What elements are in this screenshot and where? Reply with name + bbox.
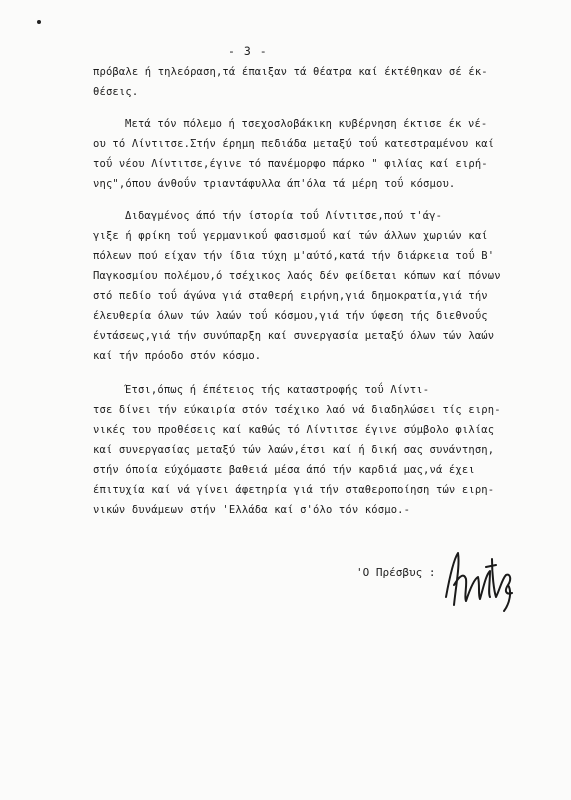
text-line: νικών δυνάμεων στήν 'Ελλάδα καί σ'όλο τόν κόσμο.-: [93, 504, 411, 516]
text-line: στό πεδίο τοΰ άγώνα γιά σταθερή ειρήνη,γιά δημοκρατία,γιά τήν: [93, 290, 488, 302]
text-line: έλευθερία όλων τών λαών τοΰ κόσμου,γιά τήν ύφεση τής διεθνοΰς: [93, 310, 488, 322]
handwritten-signature: [440, 545, 520, 615]
text-line: έπιτυχία καί νά γίνει άφετηρία γιά τήν σταθεροποίηση τών ειρη-: [93, 484, 495, 496]
text-line: τοΰ νέου Λίντιτσε,έγινε τό πανέμορφο πάρκο " φιλίας καί ειρή-: [93, 158, 488, 170]
ink-speck: [37, 20, 41, 24]
text-line: πρόβαλε ή τηλεόραση,τά έπαιξαν τά θέατρα καί έκτέθηκαν σέ έκ-: [93, 66, 488, 78]
text-line: πόλεων πού είχαν τήν ίδια τύχη μ'αύτό,κατά τήν διάρκεια τοΰ Β': [93, 250, 495, 262]
page-number: - 3 -: [228, 44, 268, 58]
text-line: θέσεις.: [93, 86, 139, 98]
text-line: γιξε ή φρίκη τοΰ γερμανικοΰ φασισμοΰ καί τών άλλων χωριών καί: [93, 230, 488, 242]
text-line: Μετά τόν πόλεμο ή τσεχοσλοβάκικη κυβέρνηση έκτισε έκ νέ-: [125, 118, 488, 130]
text-line: Παγκοσμίου πολέμου,ό τσέχικος λαός δέν φείδεται κόπων καί πόνων: [93, 270, 501, 282]
text-line: νικές του προθέσεις καί καθώς τό Λίντιτσε έγινε σύμβολο φιλίας: [93, 424, 495, 436]
text-line: Έτσι,όπως ή έπέτειος τής καταστροφής τοΰ Λίντι-: [125, 384, 430, 396]
text-line: στήν όποία εύχόμαστε βαθειά μέσα άπό τήν καρδιά μας,νά έχει: [93, 464, 475, 476]
text-line: νης",όπου άνθοΰν τριαντάφυλλα άπ'όλα τά μέρη τοΰ κόσμου.: [93, 178, 456, 190]
text-line: καί τήν πρόοδο στόν κόσμο.: [93, 350, 262, 362]
text-line: Διδαγμένος άπό τήν ίστορία τοΰ Λίντιτσε,πού τ'άγ-: [125, 210, 443, 222]
text-line: τσε δίνει τήν εύκαιρία στόν τσέχικο λαό νά διαδηλώσει τίς ειρη-: [93, 404, 501, 416]
text-line: καί συνεργασίας μεταξύ τών λαών,έτσι καί ή δική σας συνάντηση,: [93, 444, 495, 456]
text-line: έντάσεως,γιά τήν συνύπαρξη καί συνεργασία μεταξύ όλων τών λαών: [93, 330, 495, 342]
text-line: ου τό Λίντιτσε.Στήν έρημη πεδιάδα μεταξύ τοΰ κατεστραμένου καί: [93, 138, 495, 150]
signature-label: 'Ο Πρέσβυς :: [356, 566, 436, 579]
